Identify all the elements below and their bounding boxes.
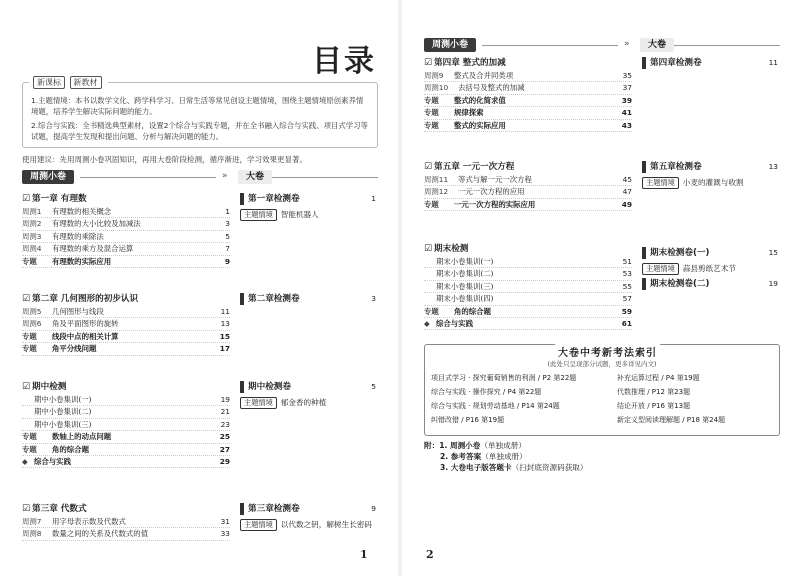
double-chevron-icon: »	[222, 171, 228, 181]
toc-row[interactable]: 专题 整式的化简求值 39	[424, 95, 632, 107]
index-item[interactable]: 结论开放 / P16 第13题	[617, 402, 691, 410]
index-subtitle: (此处只呈现部分试题，更多详见内文)	[547, 360, 657, 368]
big-test-title[interactable]: 期末检测卷(二) 19	[642, 277, 778, 291]
page-number: 1	[360, 548, 368, 561]
theme-badge: 主题情境	[642, 263, 679, 275]
big-test-title[interactable]: 期中检测卷 5	[240, 380, 376, 394]
index-item[interactable]: 综合与实践 · 操作探究 / P4 第22题	[431, 388, 542, 396]
right-page	[402, 0, 800, 576]
intro-point-2: 2.综合与实践：全书精选典型素材，设置2个综合与实践专题，并在全书融入综合与实践、项目式学习等试题，提高学生发现和提出问题、分析与解决问题的能力。	[31, 121, 368, 141]
toc-row[interactable]: 周测1 有理数的相关概念 1	[22, 206, 230, 218]
toc-row[interactable]: 期末小卷集训(四) 57	[424, 293, 632, 305]
toc-row[interactable]: 专题 角平分线问题 17	[22, 343, 230, 355]
intro-tags	[29, 76, 108, 89]
double-chevron-icon: »	[624, 39, 630, 49]
toc-row[interactable]: 期末小卷集训(三) 55	[424, 281, 632, 293]
toc-row[interactable]: ◆ 综合与实践 61	[424, 318, 632, 330]
theme-context: 主题情境 智能机器人	[240, 209, 376, 221]
theme-context: 主题情境 郁金香的种植	[240, 397, 376, 409]
chapter-2-weekly	[22, 292, 230, 356]
tag-new-textbook: 新教材	[70, 76, 102, 89]
toc-row[interactable]: 专题 线段中点的相关计算 15	[22, 331, 230, 343]
theme-badge: 主题情境	[642, 177, 679, 189]
weekly-header: 周测小卷	[22, 170, 74, 184]
chapter-title: ☑ 期中检测	[22, 382, 67, 392]
chapter-5-big	[642, 160, 778, 189]
toc-row[interactable]: 期中小卷集训(二) 21	[22, 406, 230, 418]
toc-row[interactable]: 周测6 角及平面图形的旋转 13	[22, 318, 230, 330]
toc-row[interactable]: 周测2 有理数的大小比较及加减法 3	[22, 218, 230, 230]
check-icon: ☑	[22, 294, 31, 304]
toc-row[interactable]: 周测10 去括号及整式的加减 37	[424, 82, 632, 94]
chapter-title: ☑ 第四章 整式的加减	[424, 58, 506, 68]
big-test-title[interactable]: 第一章检测卷 1	[240, 192, 376, 206]
check-icon: ☑	[424, 58, 433, 68]
chapter-title: ☑ 第五章 一元一次方程	[424, 162, 515, 172]
intro-box	[22, 78, 378, 148]
index-item[interactable]: 代数推理 / P12 第23题	[617, 388, 691, 396]
big-test-title[interactable]: 第二章检测卷 3	[240, 292, 376, 306]
big-test-title[interactable]: 第五章检测卷 13	[642, 160, 778, 174]
big-test-title[interactable]: 期末检测卷(一) 15	[642, 246, 778, 260]
chapter-1-big	[240, 192, 376, 221]
weekly-header: 周测小卷	[424, 38, 476, 52]
appendix: 附：1. 周测小卷（单独成册） 2. 参考答案（单独成册） 3. 大卷电子版答题卡（扫封底资源码获取）	[424, 441, 588, 472]
toc-row[interactable]: 专题 角的综合题 59	[424, 306, 632, 318]
toc-row[interactable]: 专题 一元一次方程的实际应用 49	[424, 199, 632, 211]
final-weekly	[424, 242, 632, 330]
header-rule	[272, 177, 378, 178]
toc-row[interactable]: 专题 有理数的实际应用 9	[22, 256, 230, 268]
toc-row[interactable]: 周测5 几何图形与线段 11	[22, 306, 230, 318]
theme-badge: 主题情境	[240, 519, 277, 531]
toc-row[interactable]: 专题 整式的实际应用 43	[424, 120, 632, 132]
final-big	[642, 246, 778, 291]
big-test-title[interactable]: 第四章检测卷 11	[642, 56, 778, 70]
toc-row[interactable]: 期中小卷集训(一) 19	[22, 394, 230, 406]
check-icon: ☑	[22, 504, 31, 514]
page-number: 2	[426, 548, 434, 561]
index-item[interactable]: 补充运算过程 / P4 第19题	[617, 374, 700, 382]
midterm-weekly	[22, 380, 230, 468]
chapter-2-big	[240, 292, 376, 306]
chapter-5-weekly	[424, 160, 632, 211]
theme-badge: 主题情境	[240, 209, 277, 221]
left-page	[0, 0, 398, 576]
chapter-4-weekly	[424, 56, 632, 132]
toc-row[interactable]: 周测7 用字母表示数及代数式 31	[22, 516, 230, 528]
chapter-1-weekly	[22, 192, 230, 268]
midterm-big	[240, 380, 376, 409]
header-rule	[80, 177, 216, 178]
big-header: 大卷	[238, 170, 272, 184]
toc-row[interactable]: ◆ 综合与实践 29	[22, 456, 230, 468]
header-rule	[482, 45, 618, 46]
big-test-title[interactable]: 第三章检测卷 9	[240, 502, 376, 516]
toc-row[interactable]: 专题 规律探索 41	[424, 107, 632, 119]
toc-row[interactable]: 周测12 一元一次方程的应用 47	[424, 186, 632, 198]
tag-new-standard: 新课标	[33, 76, 65, 89]
toc-row[interactable]: 期中小卷集训(三) 23	[22, 419, 230, 431]
theme-context: 主题情境 蒜县剪纸艺术节	[642, 263, 778, 275]
header-rule	[674, 45, 780, 46]
chapter-3-weekly	[22, 502, 230, 541]
theme-context: 主题情境 以代数之钥，解树生长密码	[240, 519, 376, 531]
toc-row[interactable]: 周测4 有理数的乘方及混合运算 7	[22, 243, 230, 255]
intro-point-1: 1.主题情境：本书以数学文化、跨学科学习、日常生活等常见创设主题情境，围绕主题情境原创素养情境题，培养学生解决实际问题的能力。	[31, 96, 364, 116]
check-icon: ☑	[22, 194, 31, 204]
chapter-4-big	[642, 56, 778, 70]
check-icon: ☑	[22, 382, 31, 392]
chapter-title: ☑ 第一章 有理数	[22, 194, 87, 204]
page-title: 目录	[312, 44, 376, 79]
chapter-title: ☑ 期末检测	[424, 244, 469, 254]
usage-tip: 使用建议：先用周测小卷巩固知识，再用大卷阶段检测，循序渐进，学习效果更显著。	[22, 155, 307, 164]
appendix-head: 附：	[424, 441, 440, 450]
toc-row[interactable]: 专题 角的综合题 27	[22, 444, 230, 456]
toc-row[interactable]: 周测9 整式及合并同类项 35	[424, 70, 632, 82]
index-item[interactable]: 项目式学习 · 探究葡萄销售的利润 / P2 第22题	[431, 374, 577, 382]
theme-badge: 主题情境	[240, 397, 277, 409]
index-item[interactable]: 综合与实践 · 规划劳动基地 / P14 第24题	[431, 402, 560, 410]
toc-row[interactable]: 期末小卷集训(一) 51	[424, 256, 632, 268]
check-icon: ☑	[424, 244, 433, 254]
big-header: 大卷	[640, 38, 674, 52]
chapter-3-big	[240, 502, 376, 531]
toc-row[interactable]: 周测8 数量之间的关系及代数式的值 33	[22, 528, 230, 540]
toc-row[interactable]: 期末小卷集训(二) 53	[424, 268, 632, 280]
index-item[interactable]: 新定义型阅读理解题 / P18 第24题	[617, 416, 726, 424]
chapter-title: ☑ 第三章 代数式	[22, 504, 87, 514]
chapter-title: ☑ 第二章 几何图形的初步认识	[22, 294, 139, 304]
check-icon: ☑	[424, 162, 433, 172]
theme-context: 主题情境 小麦的灌溉与收割	[642, 177, 778, 189]
index-item[interactable]: 纠错改错 / P16 第19题	[431, 416, 505, 424]
index-title: 大卷中考新考法索引	[555, 344, 660, 359]
toc-row[interactable]: 专题 数轴上的动点问题 25	[22, 431, 230, 443]
new-exam-index	[424, 344, 780, 436]
toc-row[interactable]: 周测3 有理数的乘除法 5	[22, 231, 230, 243]
toc-row[interactable]: 周测11 等式与解一元一次方程 45	[424, 174, 632, 186]
